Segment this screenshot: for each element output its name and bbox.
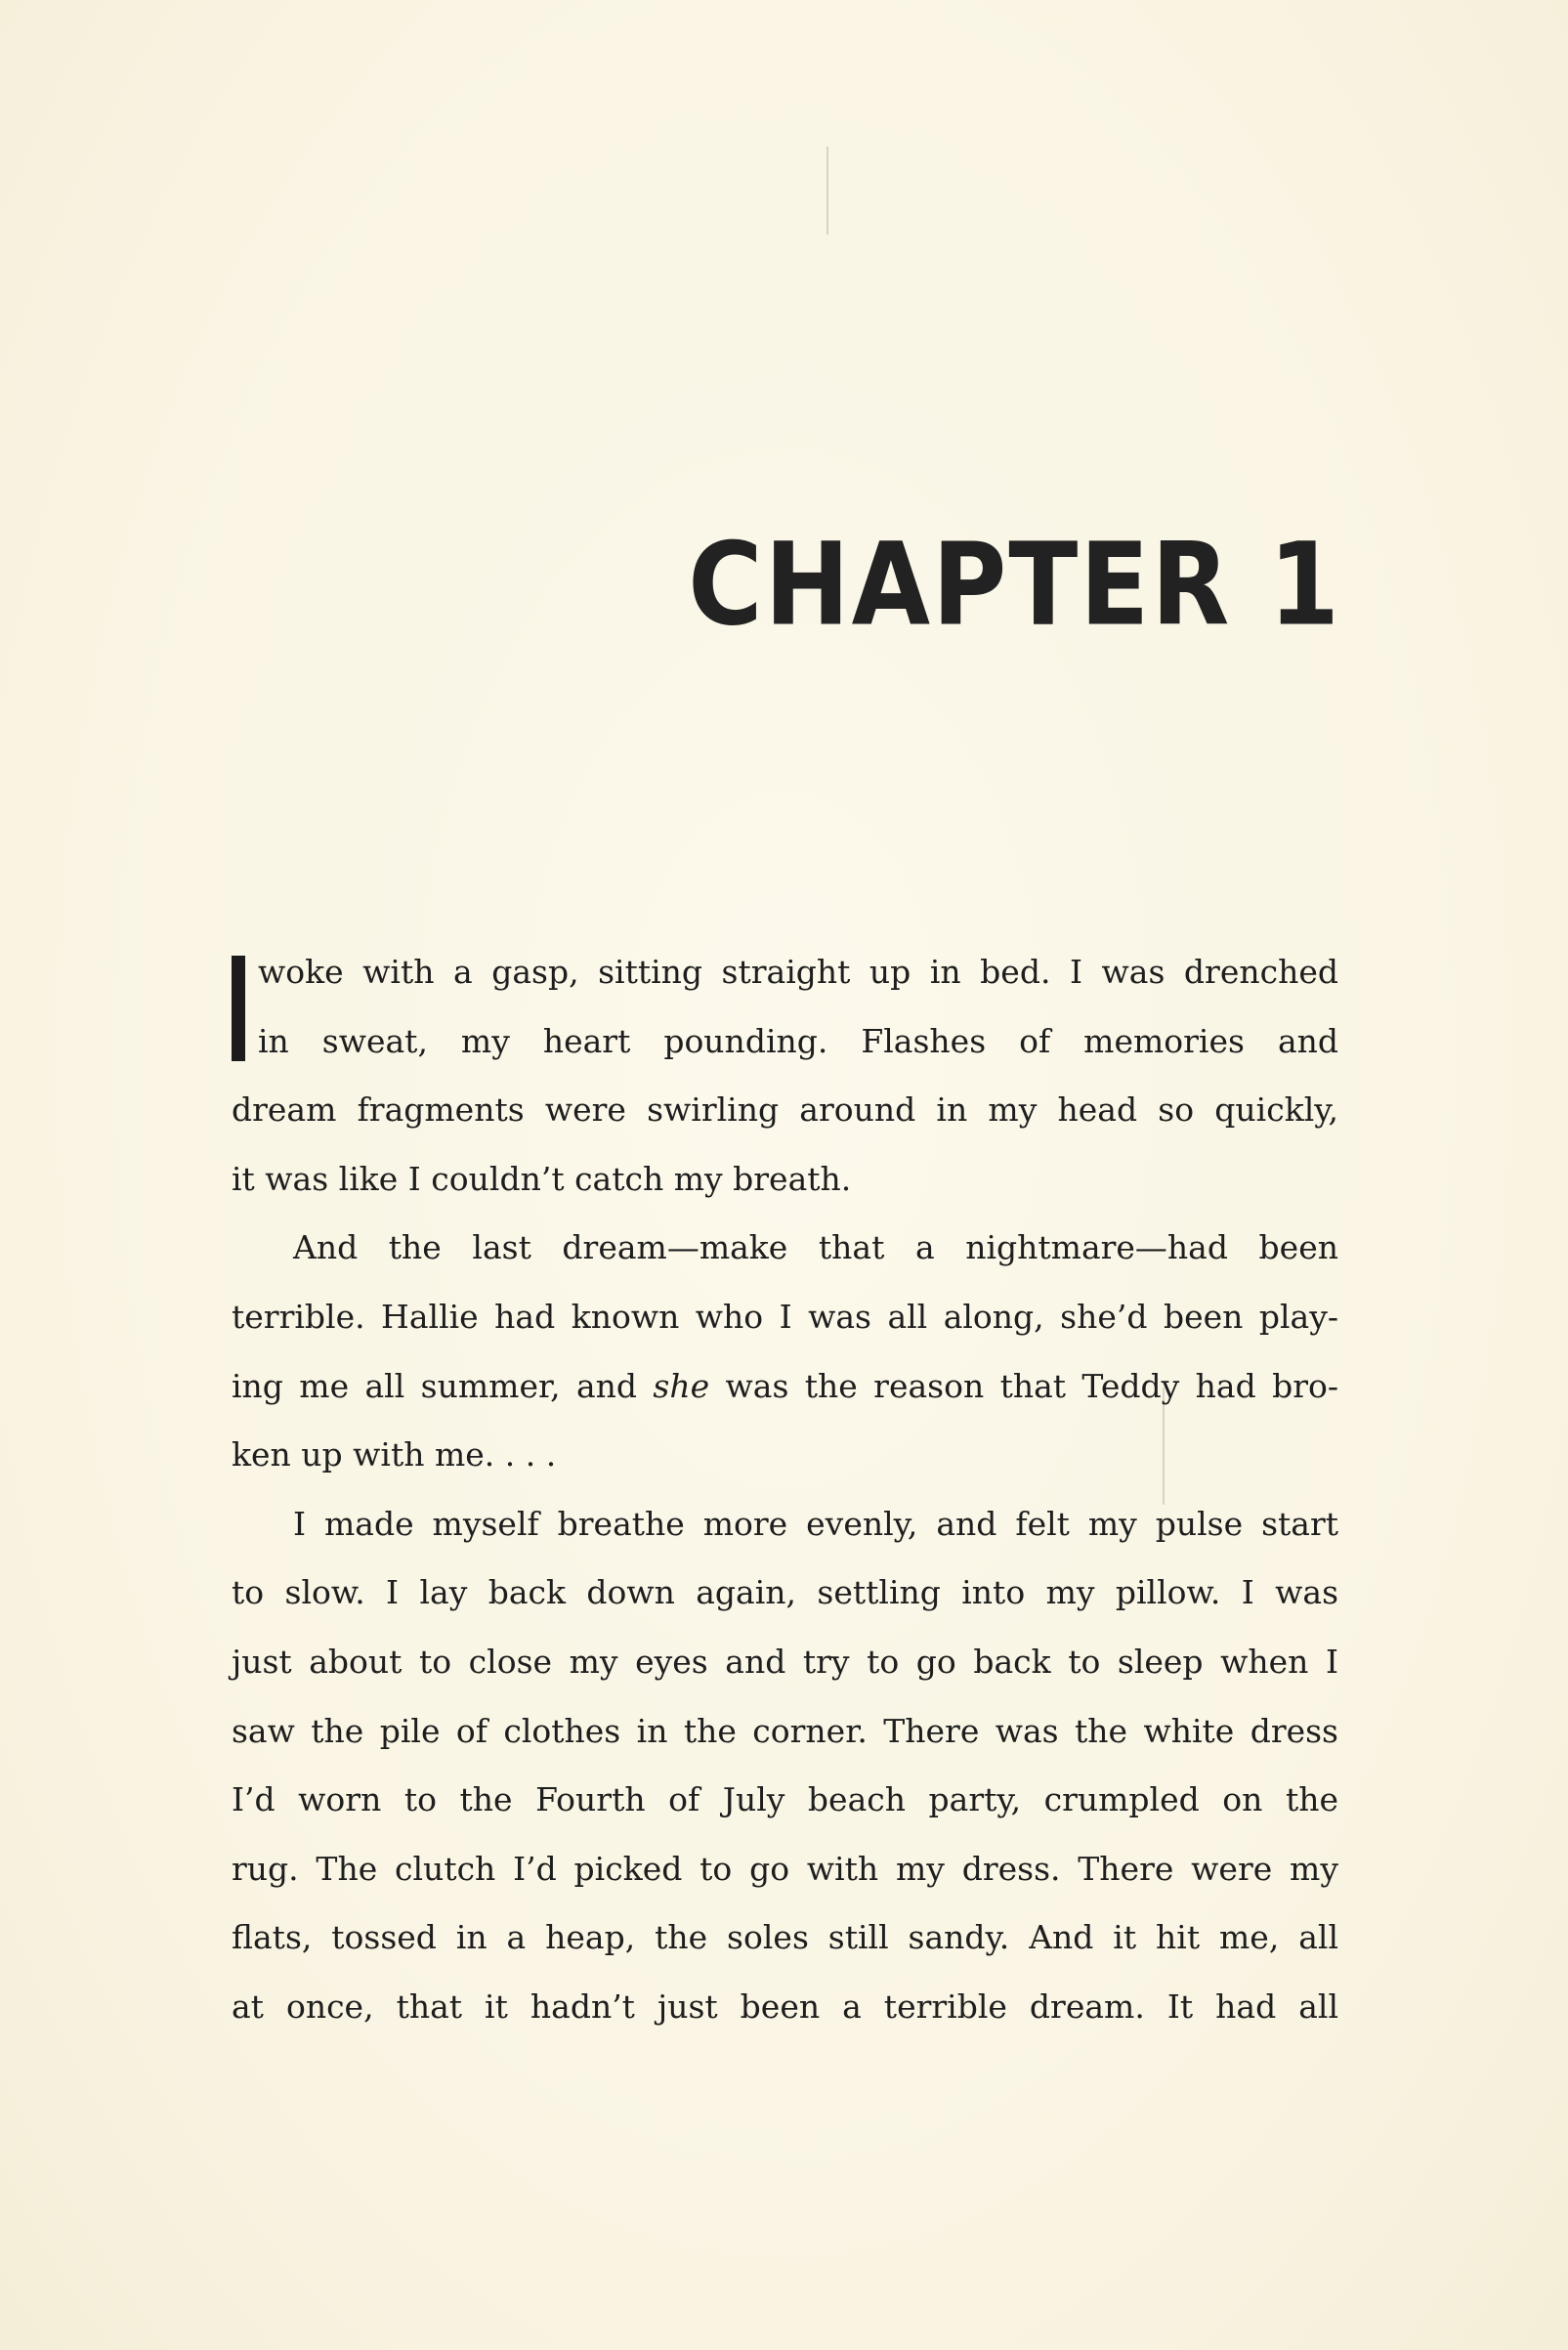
text-line: dream fragments were swirling around in my head so quickly, [232,1090,1338,1130]
paragraph-2 [232,1214,1338,1489]
text-line: ken up with me. . . . [232,1435,557,1474]
text-line: flats, tossed in a heap, the soles still sandy. And it hit me, all [232,1918,1338,1957]
text-line: just about to close my eyes and try to go back to sleep when I [232,1642,1338,1681]
paragraph-1 [232,938,1338,1214]
text-line: terrible. Hallie had known who I was all along, she’d been play- [232,1297,1338,1336]
text-line: in sweat, my heart pounding. Flashes of memories and [258,1021,1338,1060]
text-line: to slow. I lay back down again, settling into my pillow. I was [232,1573,1338,1612]
text-line: I’d worn to the Fourth of July beach party, crumpled on the [232,1780,1338,1819]
text-line: rug. The clutch I’d picked to go with my dress. There were my [232,1849,1338,1888]
paper-crease-mark [826,147,828,235]
text-line: at once, that it hadn’t just been a terrible dream. It had all [232,1987,1338,2026]
text-line: And the last dream—make that a nightmare—had been [293,1228,1338,1267]
text-line: saw the pile of clothes in the corner. There was the white dress [232,1711,1338,1750]
text-line: woke with a gasp, sitting straight up in bed. I was drenched [258,953,1338,991]
emphasized-word: she [653,1366,710,1405]
body-text [232,938,1338,2042]
chapter-heading: CHAPTER 1 [688,518,1341,652]
paragraph-3 [232,1490,1338,2042]
text-line: it was like I couldn’t catch my breath. [232,1159,852,1198]
text-line: I made myself breathe more evenly, and felt my pulse start [293,1504,1338,1543]
drop-cap-letter [232,956,245,1061]
text-line: ing me all summer, and she was the reason that Teddy had bro- [232,1366,1339,1405]
